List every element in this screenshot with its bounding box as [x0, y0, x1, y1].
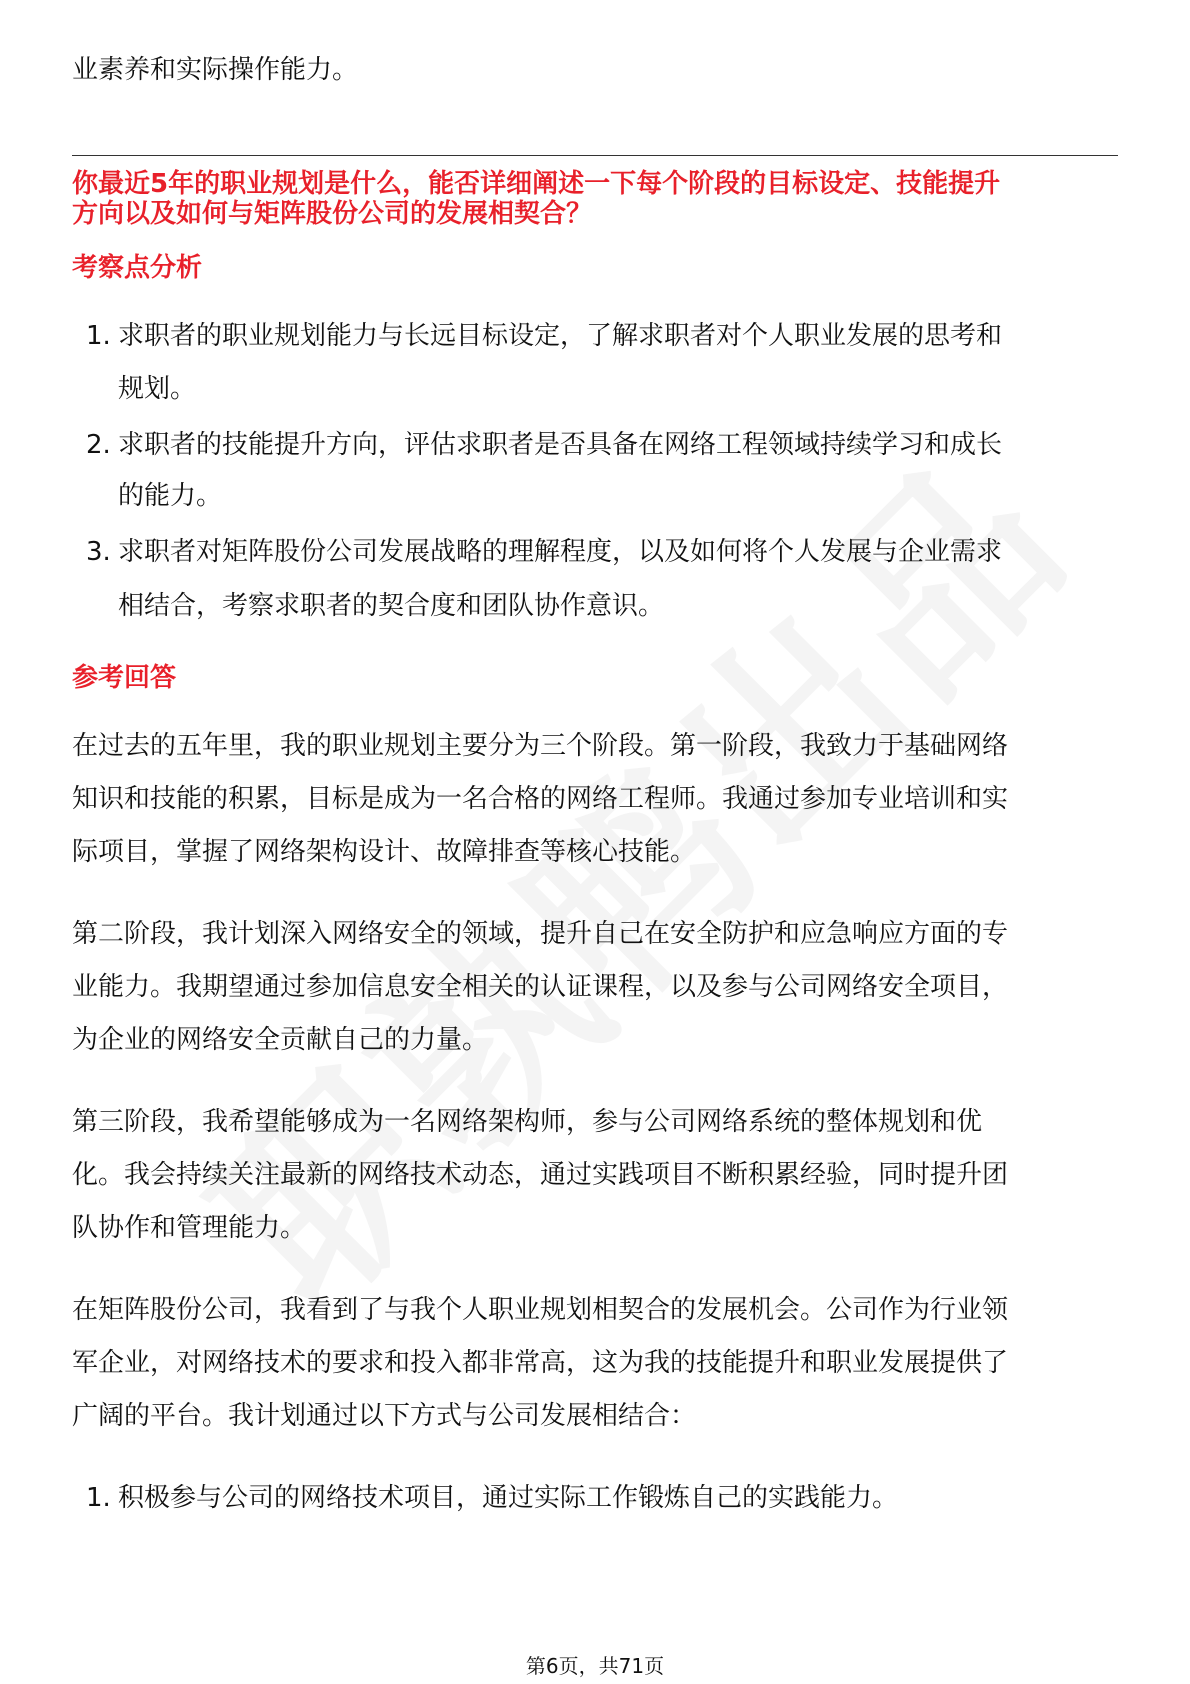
- analysis-item-2-line-1: 求职者的技能提升方向，评估求职者是否具备在网络工程领域持续学习和成长: [118, 430, 1003, 460]
- answer-p3-line-3: 队协作和管理能力。: [72, 1213, 307, 1243]
- question-line-2: 方向以及如何与矩阵股份公司的发展相契合？: [72, 199, 593, 229]
- analysis-item-3-line-1: 求职者对矩阵股份公司发展战略的理解程度，以及如何将个人发展与企业需求: [118, 537, 1003, 567]
- answer-p1-line-3: 际项目，掌握了网络架构设计、故障排查等核心技能。: [72, 837, 697, 867]
- answer-p1-line-1: 在过去的五年里，我的职业规划主要分为三个阶段。第一阶段，我致力于基础网络: [72, 731, 1009, 761]
- answer-item-1-number: 1.: [86, 1483, 111, 1513]
- answer-p4-line-2: 军企业，对网络技术的要求和投入都非常高，这为我的技能提升和职业发展提供了: [72, 1348, 1009, 1378]
- analysis-heading: 考察点分析: [72, 253, 203, 283]
- answer-p4-line-1: 在矩阵股份公司，我看到了与我个人职业规划相契合的发展机会。公司作为行业领: [72, 1295, 1009, 1325]
- answer-heading: 参考回答: [72, 663, 177, 693]
- answer-p2-line-3: 为企业的网络安全贡献自己的力量。: [72, 1025, 489, 1055]
- analysis-item-1-line-2: 规划。: [118, 374, 197, 404]
- analysis-item-3-line-2: 相结合，考察求职者的契合度和团队协作意识。: [118, 591, 665, 621]
- analysis-item-2-number: 2.: [86, 430, 111, 460]
- answer-p2-line-1: 第二阶段，我计划深入网络安全的领域，提升自己在安全防护和应急响应方面的专: [72, 919, 1009, 949]
- answer-item-1-text: 积极参与公司的网络技术项目，通过实际工作锻炼自己的实践能力。: [118, 1483, 899, 1513]
- analysis-item-3-number: 3.: [86, 537, 111, 567]
- answer-p3-line-2: 化。我会持续关注最新的网络技术动态，通过实践项目不断积累经验，同时提升团: [72, 1160, 1009, 1190]
- analysis-item-2-line-2: 的能力。: [118, 481, 223, 511]
- answer-p3-line-1: 第三阶段，我希望能够成为一名网络架构师，参与公司网络系统的整体规划和优: [72, 1107, 983, 1137]
- answer-p2-line-2: 业能力。我期望通过参加信息安全相关的认证课程，以及参与公司网络安全项目，: [72, 972, 1009, 1002]
- answer-p4-line-3: 广阔的平台。我计划通过以下方式与公司发展相结合：: [72, 1401, 697, 1431]
- answer-p1-line-2: 知识和技能的积累，目标是成为一名合格的网络工程师。我通过参加专业培训和实: [72, 784, 1009, 814]
- analysis-item-1-line-1: 求职者的职业规划能力与长远目标设定，了解求职者对个人职业发展的思考和: [118, 321, 1003, 351]
- page-footer: 第6页，共71页: [525, 1654, 665, 1678]
- question-line-1: 你最近5年的职业规划是什么，能否详细阐述一下每个阶段的目标设定、技能提升: [72, 169, 1001, 199]
- intro-tail-text: 业素养和实际操作能力。: [72, 55, 359, 85]
- analysis-item-1-number: 1.: [86, 321, 111, 351]
- section-divider: [72, 155, 1118, 156]
